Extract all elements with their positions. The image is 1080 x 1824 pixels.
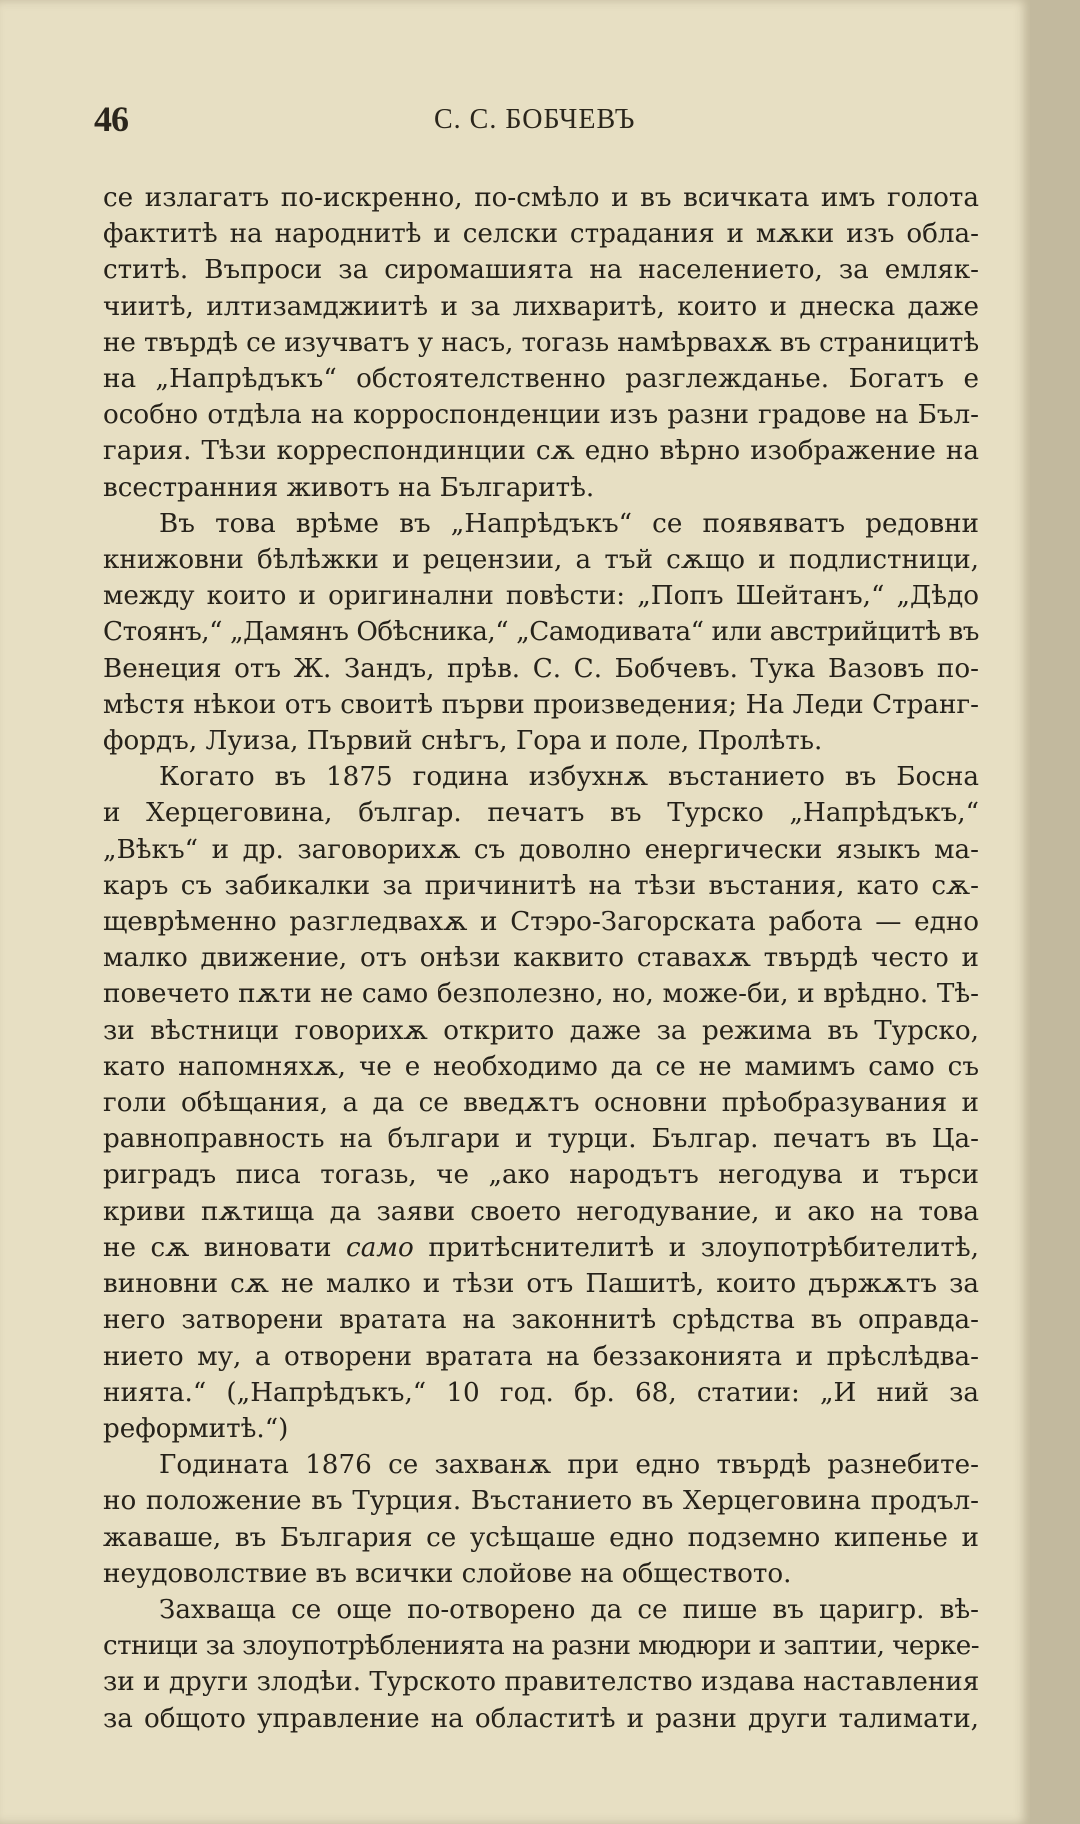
running-title: С. С. БОБЧЕВЪ: [434, 104, 636, 135]
text-line: чиитѣ, илтизамджиитѣ и за лихваритѣ, които и днеска даже: [103, 291, 979, 322]
text-line: равноправность на българи и турци. Българ. печатъ въ Ца-: [103, 1124, 979, 1155]
text-line: „Вѣкъ“ и др. заговорихѫ съ доволно енергически языкъ ма-: [103, 834, 979, 865]
text-line: се излагатъ по-искренно, по-смѣло и въ всичката имъ голота: [103, 183, 979, 213]
text-line: ститѣ. Въпроси за сиромашията на населението, за емляк-: [103, 255, 979, 286]
text-line: него затворени вратата на законнитѣ срѣдства въ оправда-: [103, 1305, 979, 1336]
text-line: особно отдѣла на корроспонденции изъ разни градове на Бъл-: [103, 400, 979, 431]
text-line: малко движение, отъ онѣзи каквито ставахѫ твърдѣ често и: [103, 943, 979, 974]
text-line: риградъ писа тогазь, че „ако народътъ негодува и търси: [103, 1160, 979, 1191]
page-edge: [1030, 0, 1080, 1824]
text-line: не твърдѣ се изучватъ у насъ, тогазь намѣрвахѫ въ страницитѣ: [103, 327, 979, 358]
text-line: зи и други злодѣи. Турското правителство издава наставления: [103, 1667, 980, 1698]
text-line: щеврѣменно разгледвахѫ и Стэро-Загорската работа — едно: [103, 907, 979, 938]
text-line: гария. Тѣзи корреспондинции сѫ едно вѣрно изображение на: [103, 436, 979, 467]
text-line: но положение въ Турция. Въстанието въ Херцеговина продъл-: [103, 1486, 979, 1517]
text-line: криви пѫтища да заяви своето негодувание, и ако на това: [103, 1196, 979, 1227]
text-line: реформитѣ.“): [103, 1413, 289, 1444]
text-line: фактитѣ на народнитѣ и селски страдания и мѫки изъ обла-: [103, 219, 979, 250]
text-line: като напомняхѫ, че е необходимо да се не мамимъ само съ: [103, 1051, 979, 1082]
text-line: Въ това врѣме въ „Напрѣдъкъ“ се появяватъ редовни: [159, 508, 979, 539]
text-line: жаваше, въ България се усѣщаше едно подземно кипенье и: [103, 1522, 979, 1553]
text-line: Захваща се още по-отворено да се пише въ царигр. вѣ-: [159, 1594, 979, 1625]
text-line: повечето пѫти не само безполезно, но, може-би, и врѣдно. Тѣ-: [103, 979, 979, 1010]
text-line: неудоволствие въ всички слойове на обществото.: [103, 1558, 792, 1589]
text-line: виновни сѫ не малко и тѣзи отъ Пашитѣ, които държѫтъ за: [103, 1269, 979, 1300]
text-line: голи обѣщания, а да се введѫтъ основни прѣобразувания и: [103, 1088, 979, 1119]
emphasized-word: само: [346, 1232, 414, 1263]
text-line: каръ съ забикалки за причинитѣ на тѣзи въстания, като сѫ-: [103, 870, 979, 901]
text-line: Когато въ 1875 година избухнѫ въстанието въ Босна: [159, 762, 979, 793]
text-line: нията.“ („Напрѣдъкъ,“ 10 год. бр. 68, статии: „И ний за: [103, 1377, 979, 1408]
text-line: за общото управление на областитѣ и разни други талимати,: [103, 1703, 979, 1734]
text-line: Венеция отъ Ж. Зандъ, прѣв. С. С. Бобчевъ. Тука Вазовъ по-: [103, 653, 979, 684]
page-number: 46: [94, 99, 128, 139]
text-line: мѣстя нѣкои отъ своитѣ първи произведения; На Леди Странг-: [103, 689, 979, 720]
text-line: всестранния животъ на Българитѣ.: [103, 472, 595, 503]
text-line: между които и оригинални повѣсти: „Попъ Шейтанъ,“ „Дѣдо: [103, 581, 979, 612]
text-line: нието му, а отворени вратата на беззаконията и прѣслѣдва-: [103, 1341, 979, 1372]
text-line: не сѫ виновати само притѣснителитѣ и злоупотрѣбителитѣ,: [103, 1232, 979, 1263]
text-line: зи вѣстници говорихѫ открито даже за режима въ Турско,: [103, 1015, 979, 1046]
text-line: фордъ, Луиза, Първий снѣгъ, Гора и поле, Пролѣть.: [103, 726, 823, 757]
text-line: Стоянъ,“ „Дамянъ Обѣсника,“ „Самодивата“ или австрийцитѣ въ: [103, 617, 979, 648]
page-header: [94, 98, 994, 148]
text-line: стници за злоупотрѣбленията на разни мюдюри и заптии, черке-: [103, 1631, 980, 1662]
text-line: на „Напрѣдъкъ“ обстоятелственно разглежданье. Богатъ е: [103, 364, 979, 395]
body-text: [103, 180, 979, 1737]
text-line: книжовни бѣлѣжки и рецензии, а тъй сѫщо и подлистници,: [103, 545, 979, 576]
text-line: и Херцеговина, българ. печатъ въ Турско „Напрѣдъкъ,“: [103, 798, 979, 829]
text-line: Годината 1876 се захванѫ при едно твърдѣ разнебите-: [159, 1450, 979, 1481]
